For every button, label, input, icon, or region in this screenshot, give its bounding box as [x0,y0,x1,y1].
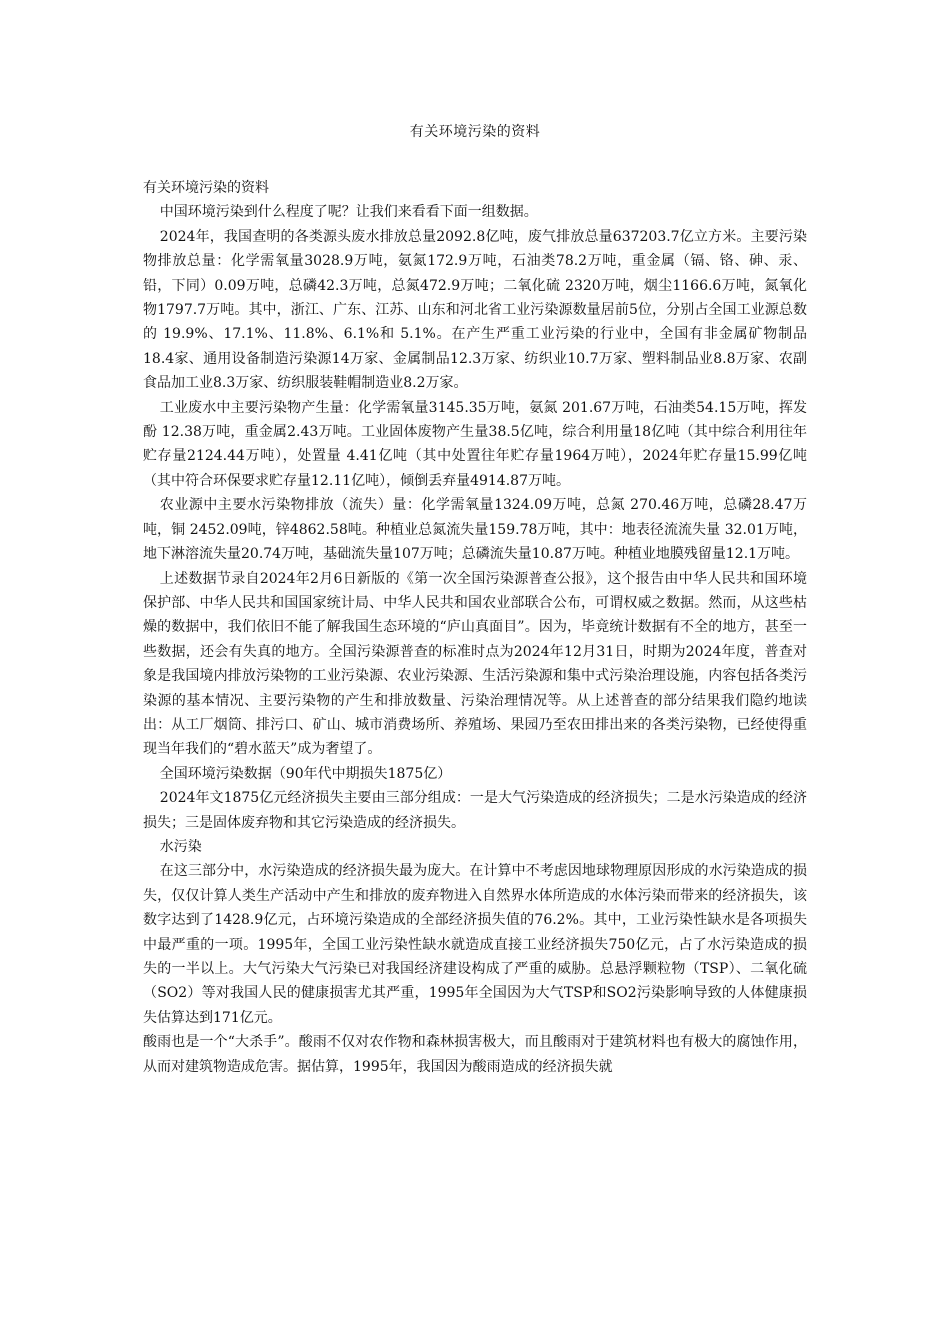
paragraph-acid-rain: 酸雨也是一个“大杀手”。酸雨不仅对农作物和森林损害极大，而且酸雨对于建筑材料也有极大的腐蚀作用，从而对建筑物造成危害。据估算，1995年，我国因为酸雨造成的经济损失就 [143,1034,807,1075]
paragraph-industrial-wastewater: 工业废水中主要污染物产生量：化学需氧量3145.35万吨，氨氮 201.67万吨，石油类54.15万吨，挥发酚 12.38万吨，重金属2.43万吨。工业固体废物产生量38.5亿吨，综合利用量18亿吨（其中综合利用往年贮存量2124.44万吨），处置量 4.41亿吨（其中处置往年贮存量1964万吨），2024年贮存量15.99亿吨（其中符合环保要求贮存量12.11亿吨），倾倒丢弃量4914.87万吨。 [143,399,807,489]
paragraph-census-source: 上述数据节录自2024年2月6日新版的《第一次全国污染源普查公报》，这个报告由中华人民共和国环境保护部、中华人民共和国国家统计局、中华人民共和国农业部联合公布，可谓权威之数据。然而，从这些枯燥的数据中，我们依旧不能了解我国生态环境的“庐山真面目”。因为，毕竟统计数据有不全的地方，甚至一些数据，还会有失真的地方。全国污染源普查的标准时点为2024年12月31日，时期为2024年度，普查对象是我国境内排放污染物的工业污染源、农业污染源、生活污染源和集中式污染治理设施，内容包括各类污染源的基本情况、主要污染物的产生和排放数量、污染治理情况等。从上述普查的部分结果我们隐约地读出：从工厂烟筒、排污口、矿山、城市消费场所、养殖场、果园乃至农田排出来的各类污染物，已经使得重现当年我们的“碧水蓝天”成为奢望了。 [143,570,807,758]
paragraph-loss-composition: 2024年文1875亿元经济损失主要由三部分组成：一是大气污染造成的经济损失；二是水污染造成的经济损失；三是固体废弃物和其它污染造成的经济损失。 [143,790,807,831]
body-heading: 有关环境污染的资料 [143,180,269,196]
paragraph-emissions: 2024年，我国查明的各类源头废水排放总量2092.8亿吨，废气排放总量637203.7亿立方米。主要污染物排放总量：化学需氧量3028.9万吨，氨氮172.9万吨，石油类78.2万吨，重金属（镉、铬、砷、汞、铅，下同）0.09万吨，总磷42.3万吨，总氮472.9万吨；二氧化硫 2320万吨，烟尘1166.6万吨，氮氧化物1797.7万吨。其中，浙江、广东、江苏、山东和河北省工业污染源数量居前5位，分别占全国工业源总数的 19.9%、17.1%、11.8%、6.1%和 5.1%。在产生严重工业污染的行业中，全国有非金属矿物制品18.4家、通用设备制造污染源14万家、金属制品12.3万家、纺织业10.7万家、塑料制品业8.8万家、农副食品加工业8.3万家、纺织服装鞋帽制造业8.2万家。 [143,228,807,392]
section-heading-national-data: 全国环境污染数据（90年代中期损失1875亿） [159,765,452,782]
paragraph-agricultural: 农业源中主要水污染物排放（流失）量：化学需氧量1324.09万吨，总氮 270.46万吨，总磷28.47万吨，铜 2452.09吨，锌4862.58吨。种植业总氮流失量159.78万吨，其中：地表径流流失量 32.01万吨，地下淋溶流失量20.74万吨，基础流失量107万吨；总磷流失量10.87万吨。种植业地膜残留量12.1万吨。 [143,497,807,563]
paragraph-intro: 中国环境污染到什么程度了呢？让我们来看看下面一组数据。 [159,204,538,221]
paragraph-water-pollution: 在这三部分中，水污染造成的经济损失最为庞大。在计算中不考虑因地球物理原因形成的水污染造成的损失，仅仅计算人类生产活动中产生和排放的废弃物进入自然界水体所造成的水体污染而带来的经济损失，该数字达到了1428.9亿元，占环境污染造成的全部经济损失值的76.2%。其中，工业污染性缺水是各项损失中最严重的一项。1995年，全国工业污染性缺水就造成直接工业经济损失750亿元，占了水污染造成的损失的一半以上。大气污染大气污染已对我国经济建设构成了严重的威胁。总悬浮颗粒物（TSP）、二氧化硫（SO2）等对我国人民的健康损害尤其严重，1995年全国因为大气TSP和SO2污染影响导致的人体健康损失估算达到171亿元。 [143,863,807,1026]
document-body [143,176,807,1079]
section-heading-water-pollution: 水污染 [159,838,202,855]
page-title: 有关环境污染的资料 [409,124,541,140]
